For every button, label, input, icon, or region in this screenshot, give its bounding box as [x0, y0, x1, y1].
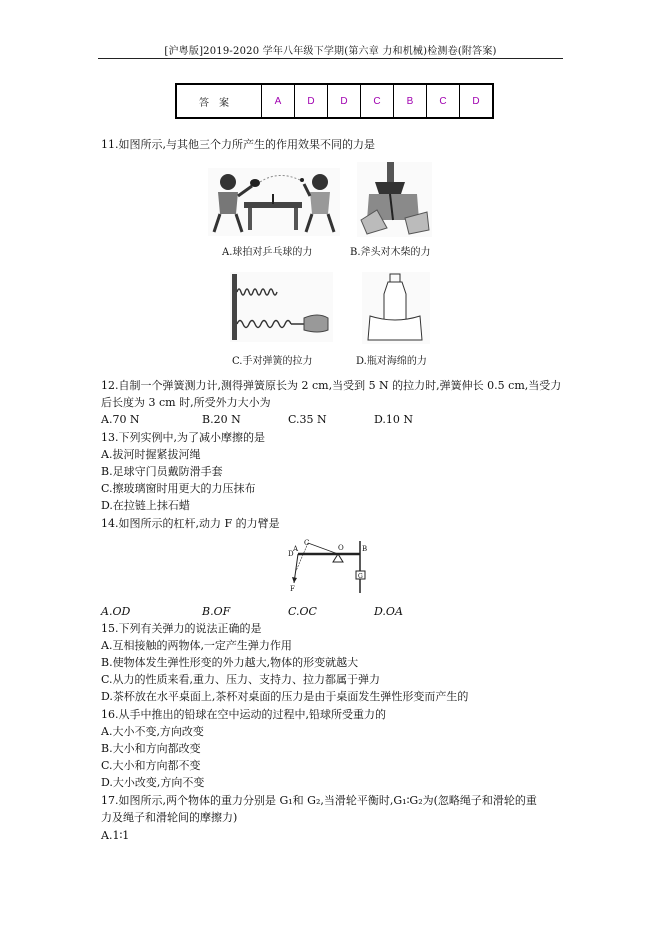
label-c: C [304, 539, 310, 547]
bottle-sponge-figure [362, 272, 430, 344]
q17-option-a: A.1∶1 [101, 829, 130, 842]
q12-option-c: C.35 N [288, 413, 327, 426]
q11-caption-a: A.球拍对乒乓球的力 [222, 247, 313, 258]
label-g: G [358, 573, 363, 580]
q12-option-b: B.20 N [202, 413, 241, 426]
q14-option-a: A.OD [101, 605, 131, 618]
q14-option-b: B.OF [202, 605, 231, 618]
answer-label: 答案 [176, 84, 262, 118]
answer-cell: C [427, 84, 460, 118]
q13-option-c: C.擦玻璃窗时用更大的力压抹布 [101, 482, 256, 495]
label-f: F [290, 585, 295, 593]
answer-cell: D [295, 84, 328, 118]
q16-option-c: C.大小和方向都不变 [101, 759, 201, 772]
q12-stem-line1: 12.自制一个弹簧测力计,测得弹簧原长为 2 cm,当受到 5 N 的拉力时,弹簧伸长 0.5 cm,当受力 [101, 379, 562, 392]
q13-option-a: A.拔河时握紧拔河绳 [101, 448, 201, 461]
q11-caption-c: C.手对弹簧的拉力 [232, 356, 313, 367]
lever-diagram [286, 537, 374, 593]
q15-option-a: A.互相接触的两物体,一定产生弹力作用 [101, 639, 292, 652]
axe-wood-figure [357, 162, 432, 237]
answer-cell: A [262, 84, 295, 118]
answer-cell: D [328, 84, 361, 118]
q13-option-d: D.在拉链上抹石蜡 [101, 499, 190, 512]
ping-pong-figure [208, 168, 340, 236]
q11-stem: 11.如图所示,与其他三个力所产生的作用效果不同的力是 [101, 138, 375, 151]
q16-option-d: D.大小改变,方向不变 [101, 776, 205, 789]
q11-caption-b: B.斧头对木柴的力 [350, 247, 431, 258]
q14-stem: 14.如图所示的杠杆,动力 F 的力臂是 [101, 517, 280, 530]
q11-caption-d: D.瓶对海绵的力 [356, 356, 427, 367]
q14-option-c: C.OC [288, 605, 317, 618]
q12-option-a: A.70 N [101, 413, 140, 426]
q14-option-d: D.OA [374, 605, 403, 618]
answer-cell: D [460, 84, 494, 118]
q15-option-b: B.使物体发生弹性形变的外力越大,物体的形变就越大 [101, 656, 359, 669]
label-o: O [338, 544, 344, 552]
q12-option-d: D.10 N [374, 413, 414, 426]
q16-option-b: B.大小和方向都改变 [101, 742, 201, 755]
q15-stem: 15.下列有关弹力的说法正确的是 [101, 622, 262, 635]
q13-stem: 13.下列实例中,为了减小摩擦的是 [101, 431, 265, 444]
q16-option-a: A.大小不变,方向改变 [101, 725, 204, 738]
spring-figure [230, 272, 333, 342]
answer-table [175, 83, 494, 119]
page-header: [沪粤版]2019-2020 学年八年级下学期(第六章 力和机械)检测卷(附答案) [164, 46, 497, 57]
q12-stem-line2: 后长度为 3 cm 时,所受外力大小为 [101, 396, 271, 409]
label-a: A [293, 545, 299, 553]
answer-cell: C [361, 84, 394, 118]
header-rule [98, 58, 563, 59]
q17-stem-line2: 力及绳子和滑轮间的摩擦力) [101, 811, 238, 824]
q17-stem-line1: 17.如图所示,两个物体的重力分别是 G₁和 G₂,当滑轮平衡时,G₁∶G₂为(忽略绳子和滑轮的重 [101, 794, 537, 807]
q15-option-c: C.从力的性质来看,重力、压力、支持力、拉力都属于弹力 [101, 673, 381, 686]
answer-cell: B [394, 84, 427, 118]
q15-option-d: D.茶杯放在水平桌面上,茶杯对桌面的压力是由于桌面发生弹性形变而产生的 [101, 690, 469, 703]
q16-stem: 16.从手中推出的铅球在空中运动的过程中,铅球所受重力的 [101, 708, 386, 721]
q13-option-b: B.足球守门员戴防滑手套 [101, 465, 223, 478]
label-b: B [362, 545, 368, 553]
label-d: D [288, 550, 294, 558]
